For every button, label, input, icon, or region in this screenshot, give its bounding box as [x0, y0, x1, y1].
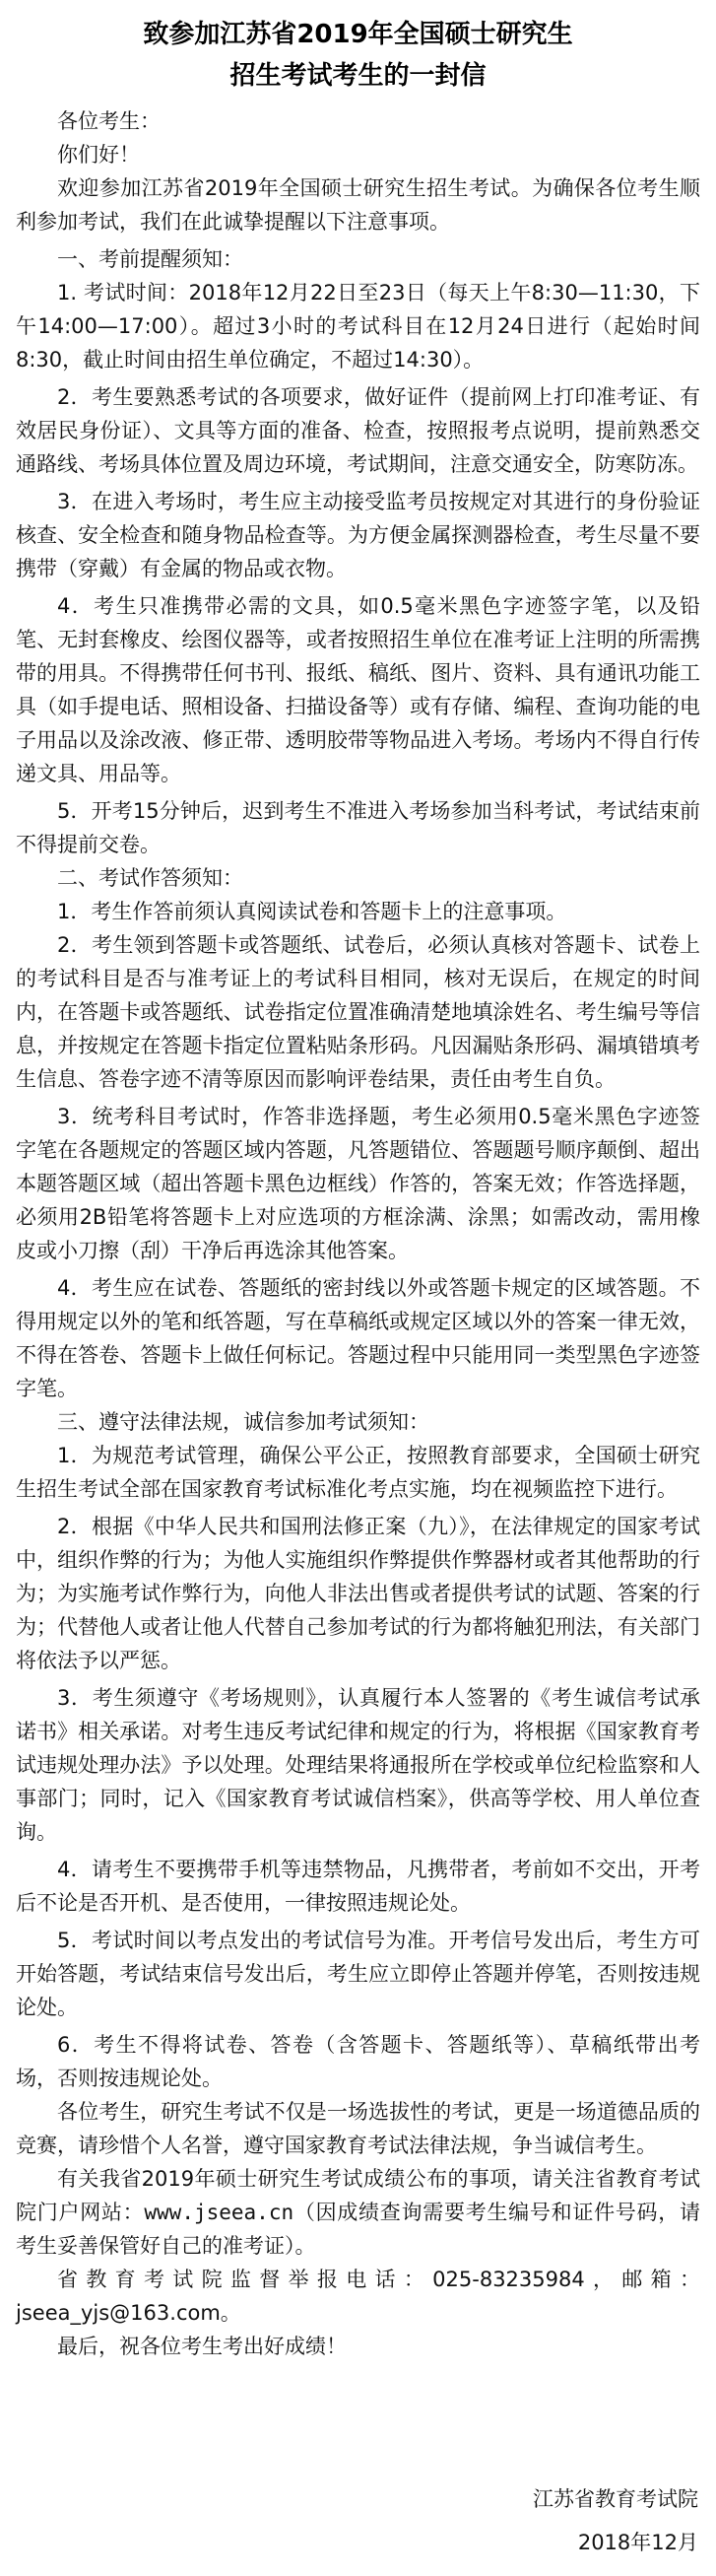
greeting: 你们好！	[57, 143, 140, 167]
section-item: 4．考生应在试卷、答题纸的密封线以外或答题卡规定的区域答题。不得用规定以外的笔和纸答题，写在草稿纸或规定区域以外的答案一律无效，不得在答卷、答题卡上做任何标记。答题过程中只能用同一类型黑色字迹签字笔。	[16, 1276, 700, 1400]
page-title	[16, 14, 700, 97]
integrity-paragraph: 各位考生，研究生考试不仅是一场选拔性的考试，更是一场道德品质的竞赛，请珍惜个人名誉，遵守国家教育考试法律法规，争当诚信考生。	[16, 2100, 700, 2157]
results-suffix: （因成绩查询需要考生编号和证件号码，请考生妥善保管好自己的准考证）。	[16, 2201, 701, 2258]
signature-block	[533, 2477, 698, 2564]
section-item: 1. 考试时间：2018年12月22日至23日（每天上午8:30—11:30，下午14:00—17:00）。超过3小时的考试科目在12月24日进行（起始时间8:30，截止时间由招生单位确定，不超过14:30）。	[16, 281, 700, 372]
title-line-1: 致参加江苏省2019年全国硕士研究生	[143, 20, 573, 49]
signature-date: 2018年12月	[577, 2531, 698, 2554]
section-heading: 一、考前提醒须知：	[57, 247, 243, 271]
section-item: 2．考生要熟悉考试的各项要求，做好证件（提前网上打印准考证、有效居民身份证）、文具等方面的准备、检查，按照报考点说明，提前熟悉交通路线、考场具体位置及周边环境，考试期间，注意交通安全，防寒防冻。	[16, 385, 700, 476]
website-link[interactable]: www.jseea.cn	[144, 2201, 294, 2224]
section-item: 3．在进入考场时，考生应主动接受监考员按规定对其进行的身份验证核查、安全检查和随身物品检查等。为方便金属探测器检查，考生尽量不要携带（穿戴）有金属的物品或衣物。	[16, 490, 700, 580]
hotline-end: 。	[220, 2301, 241, 2325]
results-prefix: 有关我省2019年硕士研究生考试成绩公布的事项，请关注省教育考试院门户网站：	[16, 2167, 700, 2224]
section-item: 4．请考生不要携带手机等违禁物品，凡携带者，考前如不交出，开考后不论是否开机、是否使用，一律按照违规论处。	[16, 1858, 700, 1915]
closing-wish: 最后，祝各位考生考出好成绩！	[57, 2335, 347, 2358]
section-item: 5．开考15分钟后，迟到考生不准进入考场参加当科考试，考试结束前不得提前交卷。	[16, 799, 700, 856]
results-paragraph	[16, 2162, 700, 2263]
title-line-2: 招生考试考生的一封信	[229, 61, 487, 91]
section-item: 3．考生须遵守《考场规则》，认真履行本人签署的《考生诚信考试承诺书》相关承诺。对考生违反考试纪律和规定的行为，将根据《国家教育考试违规处理办法》予以处理。处理结果将通报所在学校或单位纪检监察和人事部门；同时，记入《国家教育考试诚信档案》，供高等学校、用人单位查询。	[16, 1686, 700, 1844]
email-link[interactable]: jseea_yjs@163.com	[16, 2301, 221, 2325]
section-item: 1．考生作答前须认真阅读试卷和答题卡上的注意事项。	[57, 900, 567, 923]
hotline-phone: 025-83235984	[432, 2268, 585, 2291]
section-item: 2．根据《中华人民共和国刑法修正案（九）》，在法律规定的国家考试中，组织作弊的行为；为他人实施组织作弊提供作弊器材或者其他帮助的行为；为实施考试作弊行为，向他人非法出售或者提供考试的试题、答案的行为；代替他人或者让他人代替自己参加考试的行为都将触犯刑法，有关部门将依法予以严惩。	[16, 1515, 700, 1672]
section-item: 3．统考科目考试时，作答非选择题，考生必须用0.5毫米黑色字迹签字笔在各题规定的答题区域内答题，凡答题错位、答题题号顺序颠倒、超出本题答题区域（超出答题卡黑色边框线）作答的，答案无效；作答选择题，必须用2B铅笔将答题卡上对应选项的方框涂满、涂黑；如需改动，需用橡皮或小刀擦（刮）干净后再选涂其他答案。	[16, 1105, 700, 1262]
section-item: 2．考生领到答题卡或答题纸、试卷后，必须认真核对答题卡、试卷上的考试科目是否与准考证上的考试科目相同，核对无误后，在规定的时间内，在答题卡或答题纸、试卷指定位置准确清楚地填涂姓名、考生编号等信息，并按规定在答题卡指定位置粘贴条形码。凡因漏贴条形码、漏填错填考生信息、答卷字迹不清等原因而影响评卷结果，责任由考生自负。	[16, 933, 700, 1091]
section-item: 5．考试时间以考点发出的考试信号为准。开考信号发出后，考生方可开始答题，考试结束信号发出后，考生应立即停止答题并停笔，否则按违规论处。	[16, 1929, 700, 2019]
salutation: 各位考生：	[57, 109, 161, 133]
section-item: 6．考生不得将试卷、答卷（含答题卡、答题纸等）、草稿纸带出考场，否则按违规论处。	[16, 2033, 700, 2090]
hotline-mid: ，邮箱：	[584, 2268, 701, 2291]
hotline-paragraph	[16, 2263, 700, 2330]
section-item: 4．考生只准携带必需的文具，如0.5毫米黑色字迹签字笔，以及铅笔、无封套橡皮、绘图仪器等，或者按照招生单位在准考证上注明的所需携带的用具。不得携带任何书刊、报纸、稿纸、图片、资料、具有通讯功能工具（如手提电话、照相设备、扫描设备等）或有存储、编程、查询功能的电子用品以及涂改液、修正带、透明胶带等物品进入考场。考场内不得自行传递文具、用品等。	[16, 594, 700, 785]
section-heading: 三、遵守法律法规，诚信参加考试须知：	[57, 1410, 429, 1434]
intro-paragraph: 欢迎参加江苏省2019年全国硕士研究生招生考试。为确保各位考生顺利参加考试，我们在此诚挚提醒以下注意事项。	[16, 176, 700, 234]
signature-org: 江苏省教育考试院	[533, 2487, 698, 2511]
section-heading: 二、考试作答须知：	[57, 866, 243, 890]
section-item: 1．为规范考试管理，确保公平公正，按照教育部要求，全国硕士研究生招生考试全部在国家教育考试标准化考点实施，均在视频监控下进行。	[16, 1444, 700, 1501]
hotline-prefix: 省教育考试院监督举报电话：	[57, 2268, 433, 2291]
